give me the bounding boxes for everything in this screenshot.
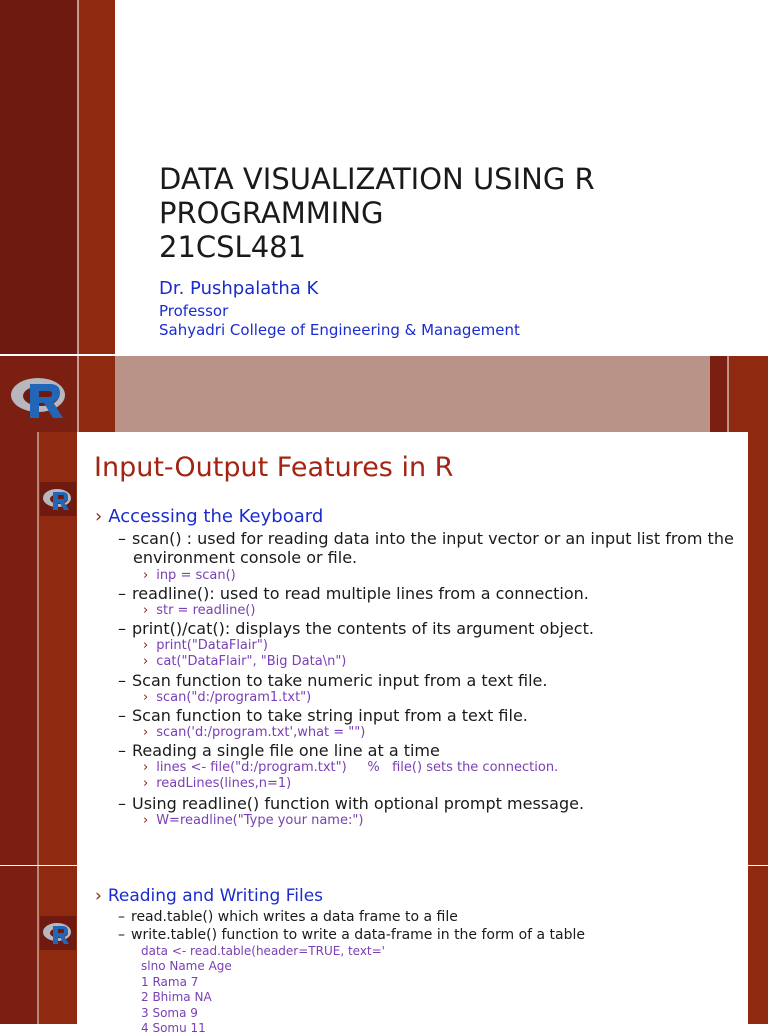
r-logo-icon xyxy=(8,370,70,424)
slide-logo xyxy=(40,482,76,516)
code-example: › W=readline("Type your name:") xyxy=(143,813,364,828)
list-item: – write.table() function to write a data-frame in the form of a table xyxy=(118,927,586,943)
code-line: 1 Rama 7 xyxy=(141,975,199,989)
decor-divider xyxy=(747,432,748,866)
slide-heading: Input-Output Features in R xyxy=(94,452,454,483)
decor-column xyxy=(78,355,115,432)
decor-column xyxy=(748,432,768,866)
presentation-title xyxy=(159,162,595,264)
code-example: › scan('d:/program.txt',what = "") xyxy=(143,725,366,740)
section-heading: › Accessing the Keyboard xyxy=(95,506,324,527)
bullet-marker: › xyxy=(95,506,103,527)
decor-divider xyxy=(37,432,39,866)
title-slide xyxy=(0,0,768,432)
list-item: – Reading a single file one line at a time xyxy=(118,741,440,760)
author-role: Professor xyxy=(159,302,229,320)
code-example: › str = readline() xyxy=(143,603,256,618)
content-slide xyxy=(0,432,768,866)
decor-divider xyxy=(727,356,729,432)
content-slide xyxy=(0,866,768,1035)
code-line: data <- read.table(header=TRUE, text=' xyxy=(141,944,385,958)
list-item: – readline(): used to read multiple lines from a connection. xyxy=(118,584,589,603)
list-item-continuation: environment console or file. xyxy=(133,548,358,567)
list-item: – Scan function to take string input from a text file. xyxy=(118,706,528,725)
title-line: DATA VISUALIZATION USING R xyxy=(159,162,595,196)
decor-column xyxy=(0,866,38,1024)
code-line: 3 Soma 9 xyxy=(141,1006,198,1020)
decor-column xyxy=(728,356,768,432)
list-item: – Using readline() function with optional prompt message. xyxy=(118,794,585,813)
title-line: PROGRAMMING xyxy=(159,196,384,230)
bullet-marker: › xyxy=(95,886,102,906)
decor-divider xyxy=(77,0,79,432)
decor-band xyxy=(115,356,710,432)
decor-column xyxy=(78,0,115,355)
title-line: 21CSL481 xyxy=(159,230,307,264)
decor-divider xyxy=(37,866,39,1024)
decor-column xyxy=(710,356,728,432)
section-heading: › Reading and Writing Files xyxy=(95,886,324,906)
code-line: slno Name Age xyxy=(141,959,232,973)
decor-column xyxy=(0,0,78,355)
code-line: 4 Somu 11 xyxy=(141,1021,206,1035)
code-example: › scan("d:/program1.txt") xyxy=(143,690,312,705)
list-item: – read.table() which writes a data frame to a file xyxy=(118,909,458,925)
decor-divider xyxy=(747,866,748,1024)
author-college: Sahyadri College of Engineering & Management xyxy=(159,321,520,339)
list-item: – print()/cat(): displays the contents of its argument object. xyxy=(118,619,594,638)
code-example: › inp = scan() xyxy=(143,568,236,583)
list-item: – Scan function to take numeric input from a text file. xyxy=(118,671,548,690)
code-example: › readLines(lines,n=1) xyxy=(143,776,292,791)
r-logo-icon xyxy=(40,916,76,950)
decor-divider xyxy=(0,354,768,356)
decor-column xyxy=(748,866,768,1024)
slide-logo xyxy=(40,916,76,950)
code-example: › cat("DataFlair", "Big Data\n") xyxy=(143,654,347,669)
decor-column xyxy=(0,432,38,866)
code-example: › print("DataFlair") xyxy=(143,638,268,653)
code-line: 2 Bhima NA xyxy=(141,990,212,1004)
code-example: › lines <- file("d:/program.txt") % file() sets the connection. xyxy=(143,760,559,775)
author-name: Dr. Pushpalatha K xyxy=(159,278,319,299)
list-item: – scan() : used for reading data into the input vector or an input list from the xyxy=(118,529,734,548)
r-logo-icon xyxy=(40,482,76,516)
